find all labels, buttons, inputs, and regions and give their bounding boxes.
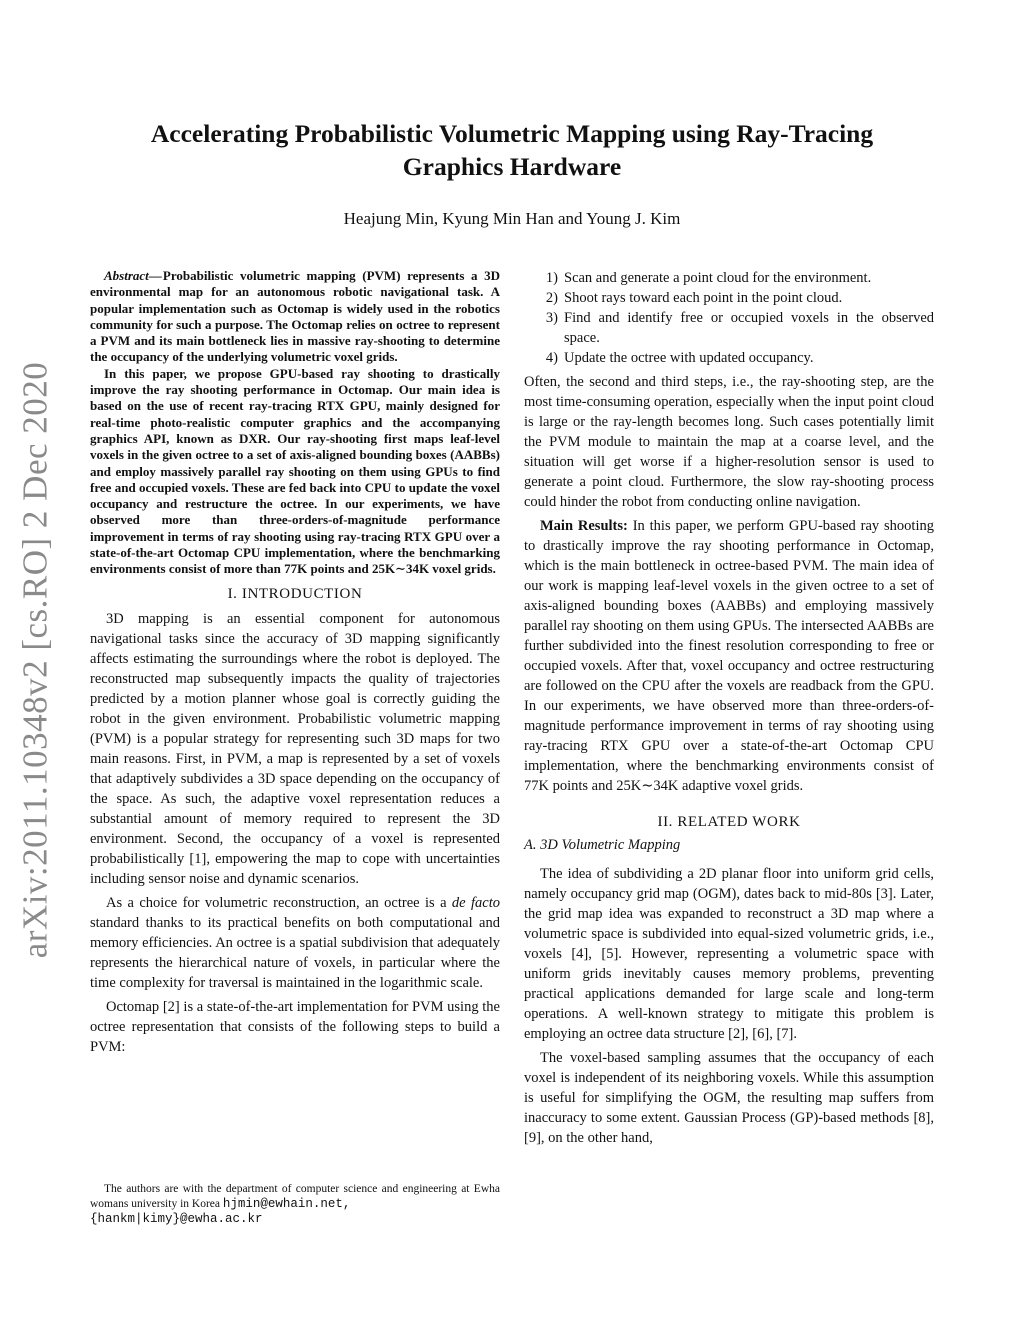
related-paragraph-2: The voxel-based sampling assumes that the occupancy of each voxel is independent of its neighboring voxels. While this assumption is useful for simplifying the OGM, the resulting map suffers from inaccuracy to some extent. Gaussian Process (GP)-based methods [8], [9], on the other hand, bbox=[524, 1050, 934, 1146]
intro-paragraph-2: As a choice for volumetric reconstruction, an octree is a de facto standard thanks to its practical benefits on both computational and memory efficiencies. An octree is a spatial subdivision that adequately represents the hierarchical nature of voxels, in particular where the time complexity for traversal is maintained in the logarithmic scale. bbox=[90, 894, 500, 991]
footnote-text: The authors are with the department of computer science and engineering at Ewha womans university in Korea bbox=[90, 1183, 500, 1210]
intro-paragraph-3: Octomap [2] is a state-of-the-art implementation for PVM using the octree representation that consists of the following steps to build a PVM: bbox=[90, 998, 500, 1055]
arxiv-id[interactable]: arXiv:2011.10348v2 [cs.RO] 2 Dec 2020 bbox=[15, 361, 55, 959]
related-paragraph-1: The idea of subdividing a 2D planar floor into uniform grid cells, namely occupancy grid map (OGM), dates back to mid-80s [3]. Later, the grid map idea was expanded to reconstruct a 3D map where a volumetric space is subdivided into equal-sized volumetric grids, i.e., voxels [4], [5]. However, representing a volumetric space with uniform grids inevitably causes memory problems, preventing practical applications demanded for large scale and long-term operations. A well-known strategy to mitigate this problem is employing an octree data structure [2], [6], [7]. bbox=[524, 866, 934, 1042]
paper-authors: Heajung Min, Kyung Min Han and Young J. Kim bbox=[343, 209, 681, 228]
abstract-text-1: Probabilistic volumetric mapping (PVM) represents a 3D environmental map for an autonomous robotic navigational task. A popular implementation such as Octomap is widely used in the robotics community for such a purpose. The Octomap relies on octree to represent a PVM and its main bottleneck lies in massive ray-shooting to determine the occupancy of the underlying volumetric voxel grids. bbox=[90, 268, 500, 365]
related-work-body bbox=[524, 864, 934, 1148]
email-link-1[interactable]: hjmin@ewhain.net, bbox=[222, 1197, 351, 1211]
abstract-label: Abstract bbox=[104, 268, 149, 283]
list-item: 1) Scan and generate a point cloud for the environment. bbox=[545, 270, 872, 286]
list-item: 3) Find and identify free or occupied voxels in the observed space. bbox=[545, 310, 934, 346]
right-paragraph-1: Often, the second and third steps, i.e., the ray-shooting step, are the most time-consuming operation, especially when the input point cloud is large or the ray-length becomes long. Such cases potentially limit the PVM module to maintain the map at a coarse level, and the situation will get worse if a higher-resolution sensor is used to generate a point cloud. Furthermore, the slow ray-shooting process could hinder the robot from conducting online navigation. bbox=[524, 374, 934, 510]
arxiv-stamp bbox=[5, 360, 65, 960]
list-item: 4) Update the octree with updated occupancy. bbox=[545, 350, 814, 366]
right-body bbox=[524, 372, 934, 796]
section-introduction-heading: I. INTRODUCTION bbox=[227, 585, 363, 602]
intro-paragraph-1: 3D mapping is an essential component for autonomous navigational tasks since the accuracy of 3D mapping significantly affects estimating the surroundings where the robot is deployed. The reconstructed map subsequently impacts the quality of trajectories predicted by a motion planner whose goal is correctly guiding the robot in the given environment. Probabilistic volumetric mapping (PVM) is a popular strategy for representing such 3D maps for two main reasons. First, in PVM, a map is represented by a set of voxels that adaptively subdivides a 3D space depending on the occupancy of the space. As such, the adaptive voxel representation reduces a substantial amount of memory required to represent the 3D environment. Second, the occupancy of a voxel is represented probabilistically [1], empowering the map to cope with uncertainties including sensor noise and dynamic scenarios. bbox=[90, 610, 500, 887]
octomap-steps-list bbox=[524, 268, 934, 368]
email-link-2[interactable]: {hankm|kimy}@ewha.ac.kr bbox=[90, 1212, 263, 1226]
author-footnote bbox=[90, 1182, 500, 1227]
main-results-label: Main Results: bbox=[540, 518, 628, 534]
list-item: 2) Shoot rays toward each point in the point cloud. bbox=[545, 290, 843, 306]
de-facto-emphasis: de facto bbox=[451, 894, 500, 911]
abstract-paragraph-2: In this paper, we propose GPU-based ray shooting to drastically improve the ray shooting performance in Octomap. Our main idea is based on the use of recent ray-tracing RTX GPU, mainly designed for real-time photo-realistic computer graphics and the accompanying graphics API, known as DXR. Our ray-shooting first maps leaf-level voxels in the given octree to a set of axis-aligned bounding boxes (AABBs) and employ massively parallel ray shooting on them using GPUs to find free and occupied voxels. These are fed back into CPU to update the voxel occupancy and restructure the octree. In our experiments, we have observed more than three-orders-of-magnitude performance improvement in terms of ray shooting using ray-tracing RTX GPU over a state-of-the-art Octomap CPU implementation, where the benchmarking environments consist of more than 77K points and 25K∼34K voxel grids. bbox=[90, 365, 500, 577]
right-column bbox=[524, 268, 934, 1152]
introduction-body bbox=[90, 609, 500, 1057]
left-column bbox=[90, 268, 500, 1061]
paper-title: Accelerating Probabilistic Volumetric Mapping using Ray-Tracing Graphics Hardware bbox=[150, 119, 874, 181]
subsection-3d-volumetric-mapping: A. 3D Volumetric Mapping bbox=[524, 837, 681, 853]
abstract-paragraph-1: Abstract— Probabilistic volumetric mapping (PVM) represents a 3D environmental map for an autonomous robotic navigational task. A popular implementation such as Octomap is widely used in the robotics community for such a purpose. The Octomap relies on octree to represent a PVM and its main bottleneck lies in massive ray-shooting to determine the occupancy of the underlying volumetric voxel grids. bbox=[90, 268, 500, 365]
section-related-work-heading: II. RELATED WORK bbox=[657, 814, 801, 830]
abstract bbox=[90, 268, 500, 578]
main-results-paragraph: Main Results: In this paper, we perform GPU-based ray shooting to drastically improve the ray shooting performance in Octomap, which is the main bottleneck in octree-based PVM. The main idea of our work is mapping leaf-level voxels in the given octree to a set of axis-aligned bounding boxes (AABBs) and employing massively parallel ray shooting on them using GPUs. The intersected AABBs are further subdivided into the finest resolution corresponding to free or occupied voxels. After that, voxel occupancy and octree restructuring are followed on the CPU after the voxels are readback from the GPU. In our experiments, we have observed more than three-orders-of-magnitude performance improvement in terms of ray shooting using ray-tracing RTX GPU over a state-of-the-art Octomap CPU implementation, where the benchmarking environments consist of 77K points and 25K∼34K adaptive voxel grids. bbox=[524, 518, 934, 794]
